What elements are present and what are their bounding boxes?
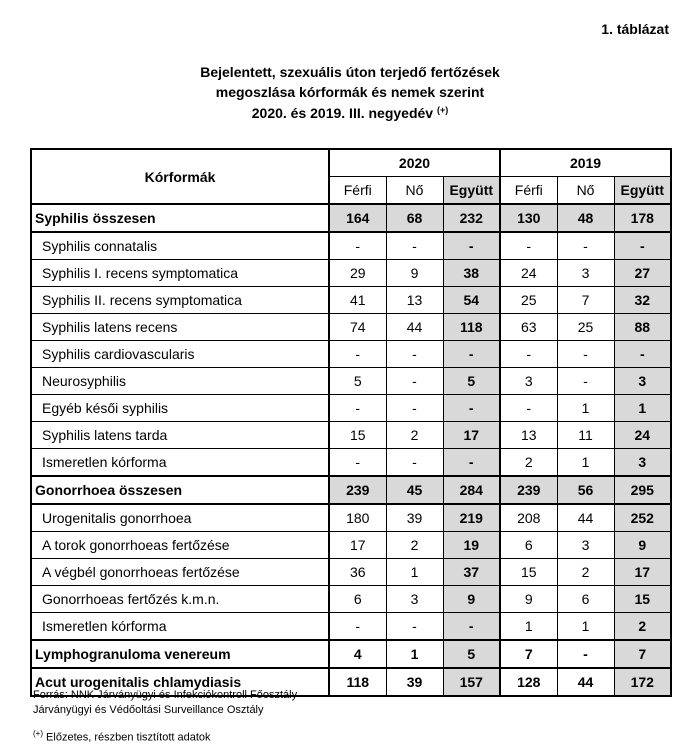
- subheader-ferfi-2019: Férfi: [500, 177, 557, 205]
- table-row: [31, 532, 671, 559]
- table-row: [31, 314, 671, 341]
- cell-no-2019: 1: [557, 613, 614, 641]
- cell-no-2019: 44: [557, 504, 614, 532]
- cell-egyutt-2019: 15: [614, 586, 671, 613]
- row-label: Neurosyphilis: [31, 368, 329, 395]
- cell-no-2019: 1: [557, 395, 614, 422]
- cell-no-2019: -: [557, 368, 614, 395]
- cell-no-2019: 3: [557, 260, 614, 287]
- cell-ferfi-2019: 3: [500, 368, 557, 395]
- cell-no-2020: -: [386, 395, 443, 422]
- cell-egyutt-2020: 118: [443, 314, 500, 341]
- row-label: Syphilis II. recens symptomatica: [31, 287, 329, 314]
- cell-ferfi-2020: -: [329, 449, 386, 477]
- footnote-marker: (+): [33, 729, 43, 738]
- row-label: A torok gonorrhoeas fertőzése: [31, 532, 329, 559]
- cell-egyutt-2019: 295: [614, 476, 671, 504]
- cell-no-2019: 44: [557, 668, 614, 696]
- cell-no-2019: -: [557, 640, 614, 668]
- cell-egyutt-2019: 172: [614, 668, 671, 696]
- cell-ferfi-2020: 4: [329, 640, 386, 668]
- cell-ferfi-2019: -: [500, 395, 557, 422]
- cell-egyutt-2020: 38: [443, 260, 500, 287]
- cell-no-2020: -: [386, 341, 443, 368]
- table-row: [31, 204, 671, 232]
- table-row: [31, 260, 671, 287]
- row-label: Syphilis összesen: [31, 204, 329, 232]
- cell-egyutt-2020: -: [443, 341, 500, 368]
- title-line-2: megoszlása kórformák és nemek szerint: [215, 84, 485, 100]
- cell-no-2019: 3: [557, 532, 614, 559]
- year-header-2020: 2020: [329, 149, 500, 177]
- row-label: Ismeretlen kórforma: [31, 613, 329, 641]
- row-label: Lymphogranuloma venereum: [31, 640, 329, 668]
- cell-no-2020: 39: [386, 668, 443, 696]
- footnote-text: Előzetes, részben tisztított adatok: [43, 731, 211, 744]
- cell-egyutt-2020: -: [443, 232, 500, 260]
- cell-no-2019: -: [557, 341, 614, 368]
- row-label: Syphilis cardiovascularis: [31, 341, 329, 368]
- cell-egyutt-2020: 157: [443, 668, 500, 696]
- subheader-no-2020: Nő: [386, 177, 443, 205]
- subheader-egyutt-2019: Együtt: [614, 177, 671, 205]
- table-row: [31, 341, 671, 368]
- data-table: [30, 148, 672, 697]
- cell-ferfi-2019: 6: [500, 532, 557, 559]
- cell-ferfi-2019: 9: [500, 586, 557, 613]
- cell-ferfi-2019: 2: [500, 449, 557, 477]
- title-note-marker: (+): [436, 105, 449, 115]
- row-label: Gonorrhoeas fertőzés k.m.n.: [31, 586, 329, 613]
- cell-egyutt-2019: 2: [614, 613, 671, 641]
- row-label: Acut urogenitalis chlamydiasis: [31, 668, 329, 696]
- cell-egyutt-2019: -: [614, 232, 671, 260]
- row-label: Syphilis I. recens symptomatica: [31, 260, 329, 287]
- row-label: Syphilis latens recens: [31, 314, 329, 341]
- cell-ferfi-2019: -: [500, 232, 557, 260]
- cell-ferfi-2020: 5: [329, 368, 386, 395]
- year-header-2019: 2019: [500, 149, 671, 177]
- table-row: [31, 586, 671, 613]
- cell-ferfi-2019: 128: [500, 668, 557, 696]
- cell-no-2020: -: [386, 449, 443, 477]
- cell-egyutt-2019: 9: [614, 532, 671, 559]
- cell-no-2020: 44: [386, 314, 443, 341]
- cell-egyutt-2020: -: [443, 613, 500, 641]
- cell-egyutt-2020: 37: [443, 559, 500, 586]
- cell-no-2020: 45: [386, 476, 443, 504]
- table-row: [31, 422, 671, 449]
- title-line-3: [0, 105, 700, 121]
- cell-no-2020: 13: [386, 287, 443, 314]
- row-label: A végbél gonorrhoeas fertőzése: [31, 559, 329, 586]
- cell-egyutt-2019: 3: [614, 368, 671, 395]
- cell-no-2019: 2: [557, 559, 614, 586]
- cell-ferfi-2020: 180: [329, 504, 386, 532]
- cell-ferfi-2020: -: [329, 232, 386, 260]
- table-row: [31, 287, 671, 314]
- row-label: Ismeretlen kórforma: [31, 449, 329, 477]
- source-line-1: Forrás: NNK Járványügyi és Infekciókontroll Főosztály: [33, 689, 298, 701]
- cell-egyutt-2019: 27: [614, 260, 671, 287]
- cell-ferfi-2020: 74: [329, 314, 386, 341]
- title-period: 2020. és 2019. III. negyedév: [251, 105, 434, 121]
- cell-egyutt-2020: 17: [443, 422, 500, 449]
- cell-no-2019: 1: [557, 449, 614, 477]
- row-label: Urogenitalis gonorrhoea: [31, 504, 329, 532]
- cell-ferfi-2020: 239: [329, 476, 386, 504]
- cell-ferfi-2019: 25: [500, 287, 557, 314]
- source-line-2: Járványügyi és Védőoltási Surveillance Osztály: [33, 704, 264, 716]
- cell-ferfi-2020: 6: [329, 586, 386, 613]
- cell-egyutt-2020: 54: [443, 287, 500, 314]
- row-label: Gonorrhoea összesen: [31, 476, 329, 504]
- cell-no-2020: 2: [386, 422, 443, 449]
- cell-no-2019: 6: [557, 586, 614, 613]
- cell-egyutt-2020: 5: [443, 368, 500, 395]
- row-label: Egyéb késői syphilis: [31, 395, 329, 422]
- cell-no-2020: 9: [386, 260, 443, 287]
- cell-ferfi-2019: 13: [500, 422, 557, 449]
- cell-egyutt-2020: 219: [443, 504, 500, 532]
- table-row: [31, 559, 671, 586]
- cell-no-2020: 1: [386, 559, 443, 586]
- cell-ferfi-2019: 63: [500, 314, 557, 341]
- cell-no-2020: 2: [386, 532, 443, 559]
- cell-no-2020: 1: [386, 640, 443, 668]
- subheader-ferfi-2020: Férfi: [329, 177, 386, 205]
- cell-egyutt-2019: 88: [614, 314, 671, 341]
- cell-egyutt-2020: 19: [443, 532, 500, 559]
- cell-ferfi-2019: 208: [500, 504, 557, 532]
- cell-no-2020: 39: [386, 504, 443, 532]
- cell-ferfi-2020: -: [329, 395, 386, 422]
- table-row: [31, 368, 671, 395]
- cell-ferfi-2020: 41: [329, 287, 386, 314]
- cell-egyutt-2019: 3: [614, 449, 671, 477]
- row-label: Syphilis connatalis: [31, 232, 329, 260]
- cell-egyutt-2019: 24: [614, 422, 671, 449]
- subheader-egyutt-2020: Együtt: [443, 177, 500, 205]
- cell-ferfi-2019: 7: [500, 640, 557, 668]
- table-row: [31, 504, 671, 532]
- cell-ferfi-2019: 239: [500, 476, 557, 504]
- footnote: [33, 729, 211, 744]
- cell-ferfi-2020: -: [329, 341, 386, 368]
- cell-ferfi-2020: -: [329, 613, 386, 641]
- cell-egyutt-2020: 5: [443, 640, 500, 668]
- row-label: Syphilis latens tarda: [31, 422, 329, 449]
- table-label: 1. táblázat: [601, 21, 669, 37]
- cell-ferfi-2020: 15: [329, 422, 386, 449]
- table-row: [31, 232, 671, 260]
- table-row: [31, 395, 671, 422]
- cell-ferfi-2020: 36: [329, 559, 386, 586]
- cell-no-2019: 56: [557, 476, 614, 504]
- cell-no-2019: 7: [557, 287, 614, 314]
- cell-egyutt-2019: -: [614, 341, 671, 368]
- cell-ferfi-2019: 15: [500, 559, 557, 586]
- cell-egyutt-2019: 1: [614, 395, 671, 422]
- cell-no-2020: -: [386, 613, 443, 641]
- cell-egyutt-2020: 9: [443, 586, 500, 613]
- column-header-korformak: Kórformák: [31, 149, 329, 204]
- cell-no-2020: -: [386, 368, 443, 395]
- table-row: [31, 449, 671, 477]
- cell-egyutt-2020: -: [443, 449, 500, 477]
- cell-no-2020: 68: [386, 204, 443, 232]
- cell-no-2020: 3: [386, 586, 443, 613]
- cell-no-2019: -: [557, 232, 614, 260]
- title-line-1: Bejelentett, szexuális úton terjedő fertőzések: [200, 64, 500, 80]
- cell-egyutt-2019: 252: [614, 504, 671, 532]
- cell-ferfi-2019: 24: [500, 260, 557, 287]
- cell-egyutt-2019: 178: [614, 204, 671, 232]
- cell-no-2019: 25: [557, 314, 614, 341]
- cell-ferfi-2019: 1: [500, 613, 557, 641]
- cell-ferfi-2020: 164: [329, 204, 386, 232]
- cell-egyutt-2020: 284: [443, 476, 500, 504]
- cell-ferfi-2019: 130: [500, 204, 557, 232]
- table-row: [31, 476, 671, 504]
- table-row: [31, 640, 671, 668]
- cell-ferfi-2019: -: [500, 341, 557, 368]
- cell-egyutt-2020: -: [443, 395, 500, 422]
- cell-no-2019: 11: [557, 422, 614, 449]
- cell-no-2020: -: [386, 232, 443, 260]
- cell-ferfi-2020: 29: [329, 260, 386, 287]
- cell-egyutt-2020: 232: [443, 204, 500, 232]
- subheader-no-2019: Nő: [557, 177, 614, 205]
- cell-egyutt-2019: 17: [614, 559, 671, 586]
- cell-egyutt-2019: 7: [614, 640, 671, 668]
- cell-ferfi-2020: 17: [329, 532, 386, 559]
- table-row: [31, 613, 671, 641]
- cell-egyutt-2019: 32: [614, 287, 671, 314]
- cell-no-2019: 48: [557, 204, 614, 232]
- cell-ferfi-2020: 118: [329, 668, 386, 696]
